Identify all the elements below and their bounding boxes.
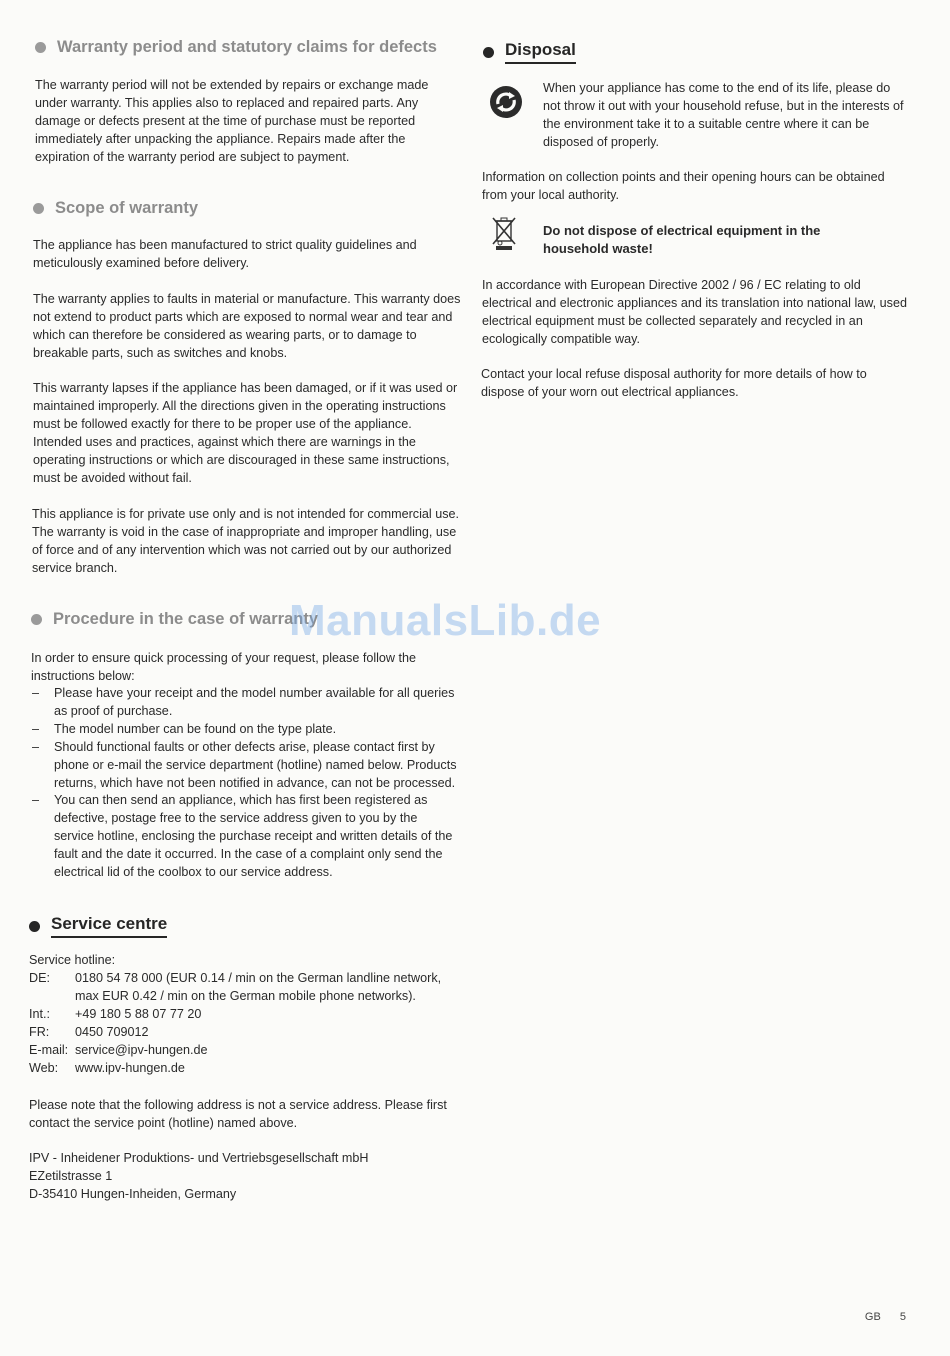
disposal-paragraph-1: When your appliance has come to the end of its life, please do not throw it out with your household refuse, but in the interests of the environment take it to a suitable centre where it can be disposed of properly. <box>543 81 904 149</box>
language-code: GB <box>864 1311 881 1323</box>
crossed-bin-icon <box>490 215 518 251</box>
contact-value: 0180 54 78 000 (EUR 0.14 / min on the German landline network, max EUR 0.42 / min on the German mobile phone networks). <box>75 971 442 1003</box>
contact-key: DE: <box>29 971 50 985</box>
disposal-warning: Do not dispose of electrical equipment in the household waste! <box>543 223 821 256</box>
heading-warranty-period: Warranty period and statutory claims for defects <box>35 38 437 57</box>
recycle-icon <box>489 85 523 119</box>
table-row <box>29 1042 461 1060</box>
contact-table <box>29 970 461 1077</box>
disposal-paragraph-2: Information on collection points and their opening hours can be obtained from your local authority. <box>482 170 885 202</box>
address-line: EZetilstrasse 1 <box>29 1168 113 1183</box>
contact-web: www.ipv-hungen.de <box>75 1060 185 1075</box>
procedure-list <box>30 685 460 882</box>
bullet-dot <box>35 42 46 53</box>
disposal-paragraph-3: In accordance with European Directive 2002 / 96 / EC relating to old electrical and electronic appliances and its translation into national law, used electrical equipment must be collected separately and recycled in an ecologically compatible way. <box>482 278 907 346</box>
address-line: D-35410 Hungen-Inheiden, Germany <box>29 1186 237 1201</box>
heading-disposal: Disposal <box>483 40 576 64</box>
company-address <box>29 1150 369 1204</box>
scope-paragraph-1: The appliance has been manufactured to strict quality guidelines and meticulously examined before delivery. <box>33 238 417 270</box>
table-row <box>29 1006 461 1024</box>
bullet-dot <box>33 203 44 214</box>
disposal-paragraph-4: Contact your local refuse disposal authority for more details of how to dispose of your worn out electrical appliances. <box>481 367 867 399</box>
contact-key: E-mail: <box>29 1042 69 1057</box>
contact-value: 0450 709012 <box>75 1024 149 1039</box>
contact-value: +49 180 5 88 07 77 20 <box>75 1006 202 1021</box>
bullet-dot <box>31 614 42 625</box>
table-row <box>29 970 461 1006</box>
heading-service-centre: Service centre <box>29 914 167 938</box>
scope-paragraph-4: This appliance is for private use only and is not intended for commercial use. The warranty is void in the case of inappropriate and improper handling, use of force and of any intervention which was not carried out by our authorized service branch. <box>32 507 460 575</box>
page-number: 5 <box>899 1311 906 1323</box>
heading-scope-of-warranty: Scope of warranty <box>33 199 198 218</box>
list-item: – Should functional faults or other defects arise, please contact first by phone or e-mail the service department (hotline) named below. Products returns, which have not been notified in advance, can not be processed. <box>32 739 457 790</box>
scope-paragraph-3: This warranty lapses if the appliance has been damaged, or if it was used or maintained improperly. All the directions given in the operating instructions must be followed exactly for there to be proper use of the appliance. Intended uses and practices, against which there are warnings in the operating instructions or which are discouraged in these same instructions, must be avoided without fail. <box>33 381 458 485</box>
warranty-period-text: The warranty period will not be extended by repairs or exchange made under warranty. This applies also to replaced and repaired parts. Any damage or defects present at the time of purchase must be reported immediately after unpacking the appliance. Repairs made after the expiration of the warranty period are subject to payment. <box>35 78 429 164</box>
list-item: – Please have your receipt and the model number available for all queries as proof of purchase. <box>32 686 455 718</box>
list-item: – You can then send an appliance, which has first been registered as defective, postage free to the service address given to you by the service hotline, enclosing the purchase receipt and written details of the fault and the date it occurred. In the case of a complaint only send the electrical lid of the coolbox to our service address. <box>32 793 453 880</box>
contact-key: FR: <box>29 1024 50 1039</box>
list-item: – The model number can be found on the type plate. <box>32 721 337 736</box>
bullet-dot <box>483 47 494 58</box>
contact-email: service@ipv-hungen.de <box>75 1042 208 1057</box>
watermark: ManualsLib.de <box>289 596 602 645</box>
table-row <box>29 1024 461 1042</box>
service-hotline-label: Service hotline: <box>29 953 116 967</box>
address-line: IPV - Inheidener Produktions- und Vertriebsgesellschaft mbH <box>29 1151 369 1165</box>
heading-procedure: Procedure in the case of warranty <box>31 610 318 629</box>
table-row <box>29 1060 461 1078</box>
contact-key: Int.: <box>29 1006 50 1021</box>
service-note: Please note that the following address is not a service address. Please first contact the service point (hotline) named above. <box>29 1098 447 1130</box>
bullet-dot <box>29 921 40 932</box>
page-footer <box>849 1311 906 1323</box>
scope-paragraph-2: The warranty applies to faults in material or manufacture. This warranty does not extend to product parts which are exposed to normal wear and tear and which can therefore be considered as wearing parts, or to damage to breakable parts, such as switches and knobs. <box>33 292 461 360</box>
contact-key: Web: <box>29 1060 59 1075</box>
procedure-intro: In order to ensure quick processing of your request, please follow the instructions below: <box>31 651 417 683</box>
